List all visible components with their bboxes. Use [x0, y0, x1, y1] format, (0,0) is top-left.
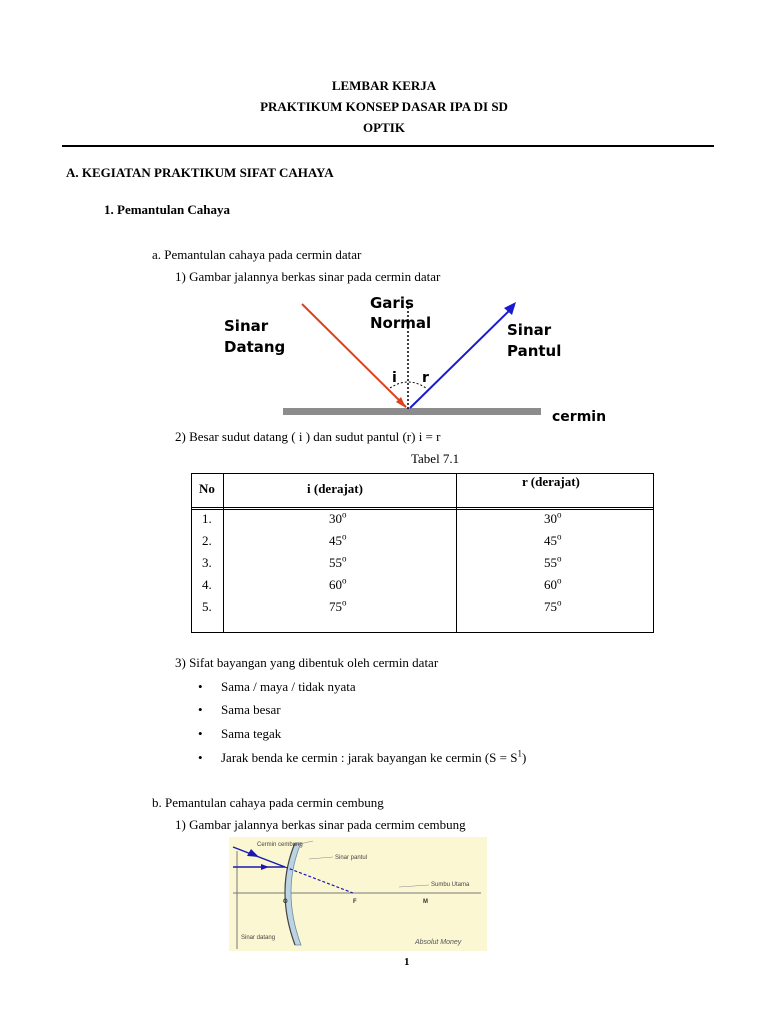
item-b: b. Pemantulan cahaya pada cermin cembung [152, 795, 384, 810]
bullet-item: • Sama / maya / tidak nyata [221, 679, 356, 695]
label-m: M [423, 899, 428, 905]
cell-no: 4. [202, 577, 212, 592]
leader-line [399, 885, 429, 887]
bullet-item: • Jarak benda ke cermin : jarak bayangan ke cermin $(S = S^1)$ [221, 750, 526, 766]
label-sinar-datang: Sinar datang [241, 935, 276, 941]
cell-no: 2. [202, 533, 212, 548]
label-cermin: cermin [552, 409, 607, 425]
label-sinar-pantul-1: Sinar [507, 321, 552, 339]
label-garis: Garis [370, 294, 414, 312]
plane-mirror [283, 408, 541, 415]
label-angle-i: i [392, 370, 397, 386]
cell-i: 30$^o$ [329, 509, 347, 526]
cell-r: 45$^o$ [544, 531, 562, 548]
label-sinar-datang-1: Sinar [224, 317, 269, 335]
header-rule [62, 145, 714, 147]
cell-r: 30$^o$ [544, 509, 562, 526]
header-no: No [199, 481, 215, 496]
label-sumbu-utama: Sumbu Utama [431, 882, 470, 888]
header-r: r (derajat) [522, 474, 580, 489]
cell-i: 45$^o$ [329, 531, 347, 548]
angle-table [191, 473, 654, 633]
label-o: O [283, 899, 288, 905]
item-a3: 3) Sifat bayangan yang dibentuk oleh cermin datar [175, 655, 439, 670]
watermark-text: Absolut Money [415, 939, 462, 946]
item-a: a. Pemantulan cahaya pada cermin datar [152, 247, 362, 262]
label-sinar-datang-2: Datang [224, 338, 286, 356]
bullet-item: • Sama tegak [221, 726, 281, 742]
cell-r: 75$^o$ [544, 597, 562, 614]
label-angle-r: r [422, 370, 429, 386]
label-sinar-pantul-2: Pantul [507, 342, 562, 360]
section-heading-a: A. KEGIATAN PRAKTIKUM SIFAT CAHAYA [66, 165, 334, 180]
reflected-arrowhead [247, 849, 259, 857]
page-number: 1 [404, 956, 410, 968]
cell-no: 1. [202, 511, 212, 526]
convex-mirror-diagram [229, 837, 487, 951]
convex-mirror-shape [285, 843, 301, 945]
cell-i: 55$^o$ [329, 553, 347, 570]
label-f: F [353, 899, 357, 905]
cell-r: 60$^o$ [544, 575, 562, 592]
bullet-item: • Sama besar [221, 702, 281, 718]
item-a1: 1) Gambar jalannya berkas sinar pada cermin datar [175, 269, 441, 284]
header-i: i (derajat) [307, 481, 363, 496]
item-a2: 2) Besar sudut datang ( i ) dan sudut pantul (r) i = r [175, 429, 441, 444]
label-cermin-cembung: Cermin cembung [257, 842, 303, 848]
leader-line [309, 857, 333, 859]
table-caption: Tabel 7.1 [411, 451, 460, 466]
cell-no: 3. [202, 555, 212, 570]
doc-subtitle: PRAKTIKUM KONSEP DASAR IPA DI SD [260, 99, 508, 114]
incident-arrowhead [261, 864, 269, 870]
item-b1: 1) Gambar jalannya berkas sinar pada cermim cembung [175, 817, 466, 832]
doc-title: LEMBAR KERJA [331, 78, 437, 93]
label-normal: Normal [370, 314, 432, 332]
virtual-ray [285, 867, 353, 893]
doc-topic: OPTIK [363, 120, 405, 135]
plane-mirror-diagram [210, 288, 630, 428]
cell-no: 5. [202, 599, 212, 614]
cell-i: 75$^o$ [329, 597, 347, 614]
subsection-heading-1: 1. Pemantulan Cahaya [104, 202, 231, 217]
label-sinar-pantul: Sinar pantul [335, 855, 368, 861]
cell-i: 60$^o$ [329, 575, 347, 592]
cell-r: 55$^o$ [544, 553, 562, 570]
